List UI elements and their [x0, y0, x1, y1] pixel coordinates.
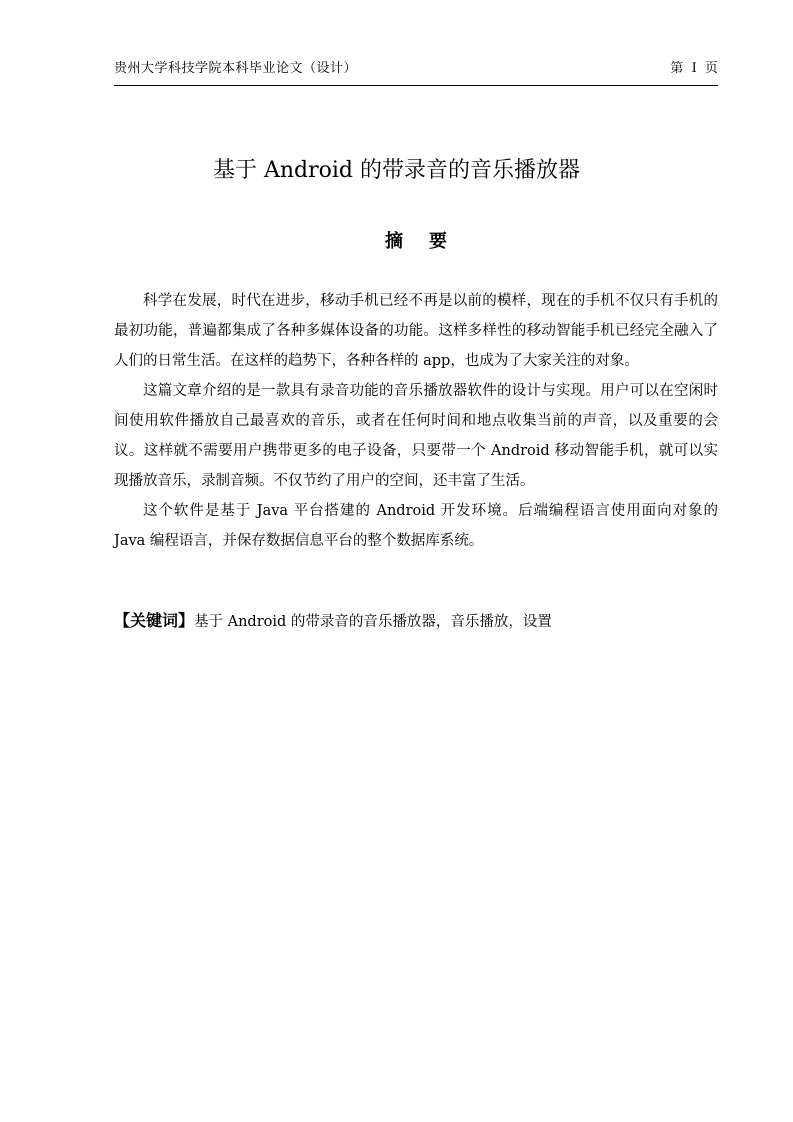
page-number: I [691, 61, 697, 76]
document-title: 基于 Android 的带录音的音乐播放器 [212, 158, 580, 183]
page-prefix: 第 [670, 61, 684, 76]
abstract-heading-char-2: 要 [429, 231, 447, 252]
abstract-body [114, 286, 718, 556]
abstract-heading [0, 227, 793, 253]
abstract-paragraph-2: 这篇文章介绍的是一款具有录音功能的音乐播放器软件的设计与实现。用户可以在空闲时间使用软件播放自己最喜欢的音乐，或者在任何时间和地点收集当前的声音，以及重要的会议。这样就不需要用户携带更多的电子设备，只要带一个 Android 移动智能手机，就可以实现播放音乐，录制音频。不仅节约了用户的空间，还丰富了生活。 [114, 383, 718, 489]
abstract-heading-char-1: 摘 [385, 231, 403, 252]
page-header [114, 55, 718, 86]
keywords-label: 【关键词】 [114, 611, 195, 630]
header-institution: 贵州大学科技学院本科毕业论文（设计） [114, 61, 358, 76]
keywords-text: 基于 Android 的带录音的音乐播放器，音乐播放，设置 [194, 614, 552, 630]
page-suffix: 页 [704, 61, 718, 76]
header-page-number [670, 57, 718, 76]
abstract-paragraph-1: 科学在发展，时代在进步，移动手机已经不再是以前的模样，现在的手机不仅只有手机的最初功能，普遍都集成了各种多媒体设备的功能。这样多样性的移动智能手机已经完全融入了人们的日常生活。在这样的趋势下，各种各样的 app，也成为了大家关注的对象。 [114, 293, 718, 369]
abstract-paragraph-3: 这个软件是基于 Java 平台搭建的 Android 开发环境。后端编程语言使用面向对象的 Java 编程语言，并保存数据信息平台的整个数据库系统。 [114, 503, 718, 549]
keywords-line [114, 606, 734, 637]
